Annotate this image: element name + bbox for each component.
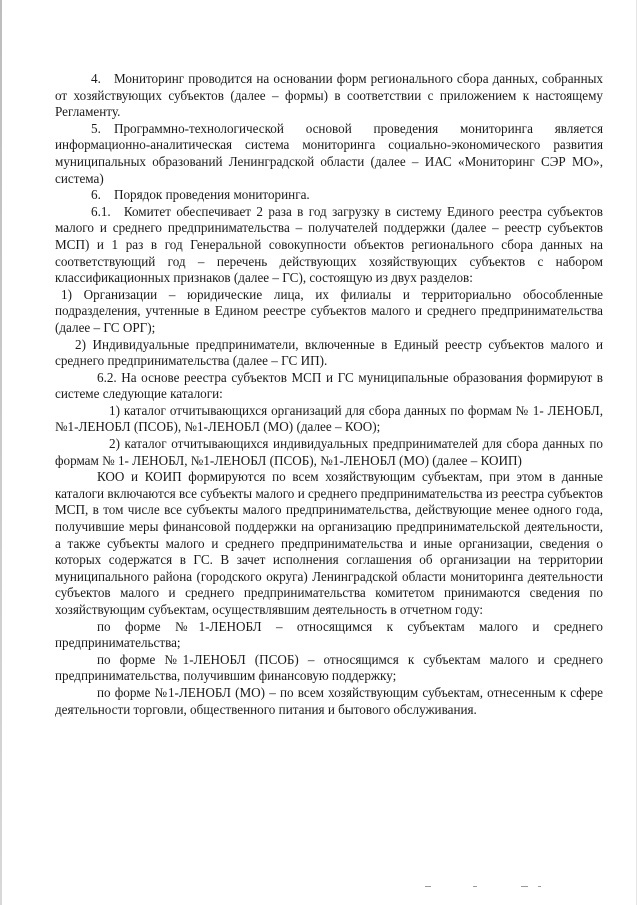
form-item-1-lenobl: по форме №1-ЛЕНОБЛ – относящимся к субъектам малого и среднего предпринимательства; bbox=[55, 618, 603, 651]
list-item-entrepreneurs: 2) Индивидуальные предприниматели, включенные в Единый реестр субъектов малого и среднего предпринимательства (далее – ГС ИП). bbox=[55, 336, 603, 369]
paragraph-6-2: 6.2. На основе реестра субъектов МСП и ГС муниципальные образования формируют в системе следующие каталоги: bbox=[55, 369, 603, 402]
paragraph-6-1: 6.1. Комитет обеспечивает 2 раза в год загрузку в систему Единого реестра субъектов малого и среднего предпринимательства – получателей поддержки (далее – реестр субъектов МСП) и 1 раз в год Генеральной совокупности объектов регионального сбора данных на соответствующий год – перечень действующих хозяйствующих субъектов с набором классификационных признаков (далее – ГС), состоящую из двух разделов: bbox=[55, 203, 603, 286]
form-item-1-lenobl-mo: по форме №1-ЛЕНОБЛ (МО) – по всем хозяйствующим субъектам, отнесенным к сфере деятельности торговли, общественного питания и бытового обслуживания. bbox=[55, 684, 603, 717]
scan-right-edge bbox=[636, 0, 637, 905]
list-item-koip: 2) каталог отчитывающихся индивидуальных предпринимателей для сбора данных по формам № 1- ЛЕНОБЛ, №1-ЛЕНОБЛ (ПСОБ), №1-ЛЕНОБЛ (МО) (далее – КОИП) bbox=[55, 436, 603, 468]
list-item-organizations: 1) Организации – юридические лица, их филиалы и территориально обособленные подразделения, учтенные в Едином реестре субъектов малого и среднего предпринимательства (далее – ГС ОРГ); bbox=[55, 286, 603, 335]
list-item-koo: 1) каталог отчитывающихся организаций для сбора данных по формам № 1- ЛЕНОБЛ, №1-ЛЕНОБЛ (ПСОБ), №1-ЛЕНОБЛ (МО) (далее – КОО); bbox=[55, 402, 603, 435]
paragraph-koo-koip: КОО и КОИП формируются по всем хозяйствующим субъектам, при этом в данные каталоги включаются все субъекты малого и среднего предпринимательства из реестра субъектов МСП, в том числе все субъекты малого предпринимательства, действующие менее одного года, получившие меры финансовой поддержки на организацию предпринимательской деятельности, а также субъекты малого и среднего предпринимательства и иные организации, сведения о которых содержатся в ГС. В зачет исполнения соглашения об организации на территории муниципального района (городского округа) Ленинградской области мониторинга деятельности субъектов малого и среднего предпринимательства комитетом принимаются сведения по хозяйствующим субъектам, осуществлявшим деятельность в отчетном году: bbox=[55, 469, 603, 617]
paragraph-4: 4. Мониторинг проводится на основании форм регионального сбора данных, собранных от хозяйствующих субъектов (далее – формы) в соответствии с приложением к настоящему Регламенту. bbox=[55, 71, 603, 120]
paragraph-6: 6. Порядок проведения мониторинга. bbox=[91, 187, 310, 203]
document-body bbox=[55, 71, 603, 718]
form-item-1-lenobl-psob: по форме №1-ЛЕНОБЛ (ПСОБ) – относящимся к субъектам малого и среднего предпринимательства, получившим финансовую поддержку; bbox=[55, 651, 603, 684]
paragraph-5: 5. Программно-технологической основой проведения мониторинга является информационно-аналитическая система мониторинга социально-экономического развития муниципальных образований Ленинградской области (далее – ИАС «Мониторинг СЭР МО», система) bbox=[55, 120, 603, 186]
scan-left-edge bbox=[0, 0, 2, 905]
scan-artifact-marks bbox=[425, 886, 545, 892]
